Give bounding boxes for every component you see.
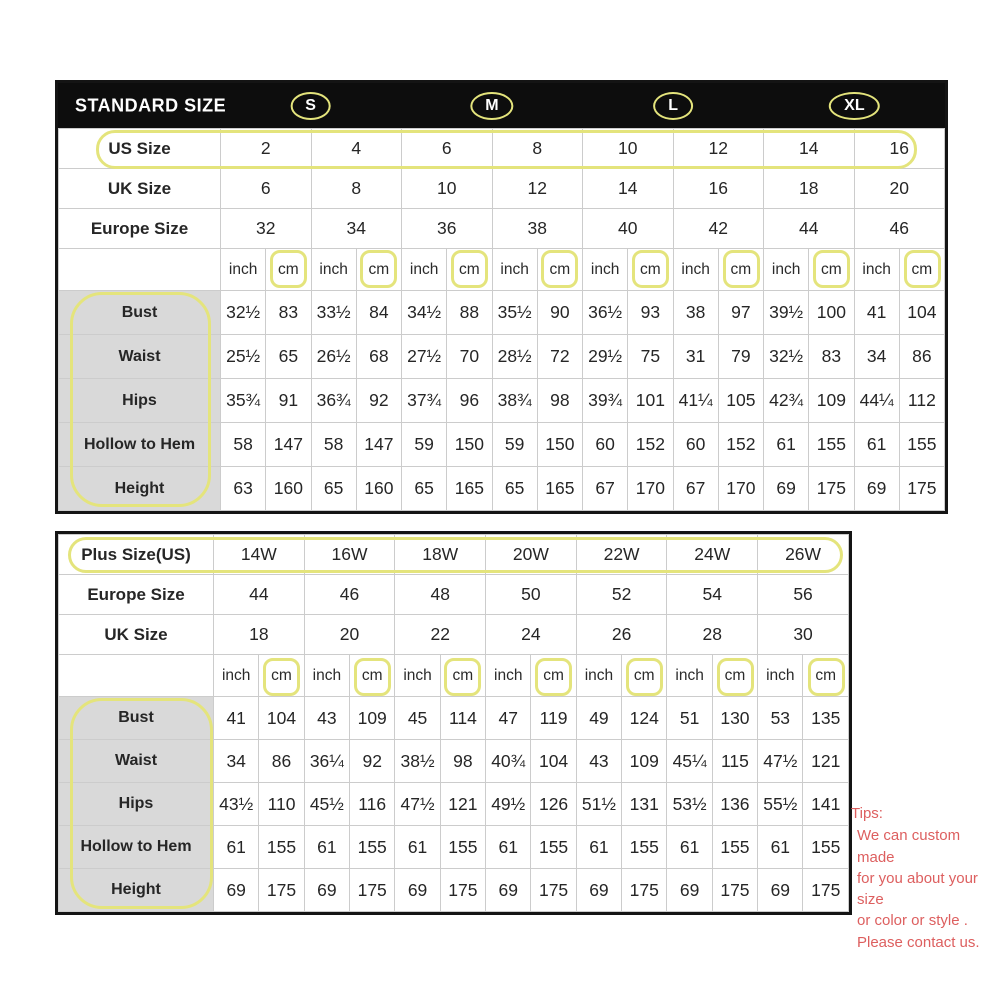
measurement-label: Height bbox=[59, 467, 221, 511]
size-value: 34 bbox=[311, 209, 402, 249]
size-value: 6 bbox=[221, 169, 312, 209]
measurement-value-cm: 116 bbox=[350, 783, 395, 826]
measurement-value-cm: 90 bbox=[537, 291, 582, 335]
size-value: 36 bbox=[402, 209, 493, 249]
measurement-value-cm: 112 bbox=[899, 379, 944, 423]
measurement-label: Hollow to Hem bbox=[59, 826, 214, 869]
unit-label: inch bbox=[576, 655, 621, 697]
unit-label: cm bbox=[537, 249, 582, 291]
size-value: 22W bbox=[576, 535, 667, 575]
measurement-value-cm: 175 bbox=[350, 869, 395, 912]
measurement-value-inch: 39¾ bbox=[583, 379, 628, 423]
measurement-row bbox=[59, 869, 849, 912]
measurement-row bbox=[59, 467, 945, 511]
measurement-value-cm: 152 bbox=[718, 423, 763, 467]
standard-size-table bbox=[55, 80, 948, 514]
measurement-value-cm: 104 bbox=[259, 697, 304, 740]
measurement-value-inch: 69 bbox=[576, 869, 621, 912]
size-value: 40 bbox=[583, 209, 674, 249]
size-value: 12 bbox=[492, 169, 583, 209]
measurement-value-cm: 91 bbox=[266, 379, 311, 423]
measurement-value-cm: 150 bbox=[537, 423, 582, 467]
unit-label: inch bbox=[854, 249, 899, 291]
measurement-value-cm: 165 bbox=[447, 467, 492, 511]
measurement-value-inch: 32½ bbox=[221, 291, 266, 335]
unit-label: cm bbox=[259, 655, 304, 697]
size-value: 18W bbox=[395, 535, 486, 575]
size-value: 46 bbox=[854, 209, 945, 249]
unit-label: inch bbox=[486, 655, 531, 697]
measurement-value-inch: 51½ bbox=[576, 783, 621, 826]
measurement-value-cm: 155 bbox=[440, 826, 485, 869]
size-value: 42 bbox=[673, 209, 764, 249]
size-value: 48 bbox=[395, 575, 486, 615]
measurement-row bbox=[59, 291, 945, 335]
unit-label: inch bbox=[402, 249, 447, 291]
tips-note bbox=[851, 803, 999, 953]
measurement-value-inch: 69 bbox=[214, 869, 259, 912]
size-row-label: UK Size bbox=[59, 615, 214, 655]
measurement-value-cm: 98 bbox=[537, 379, 582, 423]
size-value: 26 bbox=[576, 615, 667, 655]
size-row bbox=[59, 129, 945, 169]
size-row bbox=[59, 575, 849, 615]
size-value: 8 bbox=[492, 129, 583, 169]
measurement-value-cm: 131 bbox=[622, 783, 667, 826]
measurement-value-cm: 165 bbox=[537, 467, 582, 511]
measurement-value-inch: 35½ bbox=[492, 291, 537, 335]
measurement-value-inch: 53½ bbox=[667, 783, 712, 826]
measurement-value-cm: 83 bbox=[809, 335, 854, 379]
measurement-value-inch: 43 bbox=[576, 740, 621, 783]
measurement-value-inch: 61 bbox=[214, 826, 259, 869]
tips-line: for you about your size bbox=[857, 869, 978, 909]
size-value: 14W bbox=[214, 535, 305, 575]
measurement-label: Height bbox=[59, 869, 214, 912]
unit-label: cm bbox=[628, 249, 673, 291]
measurement-value-inch: 61 bbox=[758, 826, 803, 869]
measurement-value-inch: 59 bbox=[402, 423, 447, 467]
standard-size-grid bbox=[58, 128, 945, 511]
measurement-value-inch: 67 bbox=[673, 467, 718, 511]
measurement-value-cm: 126 bbox=[531, 783, 576, 826]
unit-row bbox=[59, 655, 849, 697]
unit-label: inch bbox=[311, 249, 356, 291]
measurement-value-inch: 41 bbox=[854, 291, 899, 335]
unit-label: cm bbox=[356, 249, 401, 291]
measurement-value-cm: 88 bbox=[447, 291, 492, 335]
size-value: 12 bbox=[673, 129, 764, 169]
measurement-value-inch: 33½ bbox=[311, 291, 356, 335]
size-value: 14 bbox=[764, 129, 855, 169]
tips-line: We can custom made bbox=[857, 827, 961, 866]
measurement-value-cm: 104 bbox=[531, 740, 576, 783]
size-row-label: UK Size bbox=[59, 169, 221, 209]
unit-label: cm bbox=[622, 655, 667, 697]
measurement-value-inch: 34½ bbox=[402, 291, 447, 335]
measurement-value-cm: 96 bbox=[447, 379, 492, 423]
unit-label: cm bbox=[447, 249, 492, 291]
measurement-value-cm: 170 bbox=[718, 467, 763, 511]
measurement-value-inch: 29½ bbox=[583, 335, 628, 379]
size-value: 24W bbox=[667, 535, 758, 575]
measurement-value-cm: 155 bbox=[350, 826, 395, 869]
size-value: 20 bbox=[854, 169, 945, 209]
measurement-row bbox=[59, 423, 945, 467]
size-value: 6 bbox=[402, 129, 493, 169]
unit-label: inch bbox=[492, 249, 537, 291]
unit-label: inch bbox=[214, 655, 259, 697]
measurement-value-cm: 147 bbox=[356, 423, 401, 467]
measurement-value-cm: 70 bbox=[447, 335, 492, 379]
measurement-value-inch: 45¼ bbox=[667, 740, 712, 783]
measurement-value-inch: 47 bbox=[486, 697, 531, 740]
measurement-value-cm: 155 bbox=[809, 423, 854, 467]
size-value: 10 bbox=[583, 129, 674, 169]
measurement-value-inch: 65 bbox=[492, 467, 537, 511]
size-group-s: S bbox=[290, 92, 331, 120]
measurement-value-cm: 175 bbox=[440, 869, 485, 912]
measurement-value-inch: 53 bbox=[758, 697, 803, 740]
measurement-value-cm: 160 bbox=[266, 467, 311, 511]
measurement-value-cm: 155 bbox=[259, 826, 304, 869]
measurement-value-inch: 61 bbox=[764, 423, 809, 467]
unit-label: cm bbox=[718, 249, 763, 291]
measurement-value-cm: 155 bbox=[531, 826, 576, 869]
measurement-value-cm: 155 bbox=[803, 826, 849, 869]
measurement-value-inch: 58 bbox=[221, 423, 266, 467]
unit-label: cm bbox=[809, 249, 854, 291]
measurement-value-inch: 69 bbox=[486, 869, 531, 912]
measurement-value-inch: 61 bbox=[395, 826, 440, 869]
size-value: 52 bbox=[576, 575, 667, 615]
measurement-value-inch: 47½ bbox=[395, 783, 440, 826]
unit-label: cm bbox=[440, 655, 485, 697]
unit-row-spacer bbox=[59, 655, 214, 697]
measurement-value-inch: 39½ bbox=[764, 291, 809, 335]
measurement-value-cm: 109 bbox=[622, 740, 667, 783]
measurement-value-cm: 175 bbox=[899, 467, 944, 511]
measurement-value-cm: 175 bbox=[531, 869, 576, 912]
measurement-value-cm: 175 bbox=[622, 869, 667, 912]
unit-label: cm bbox=[899, 249, 944, 291]
size-value: 20W bbox=[486, 535, 577, 575]
measurement-value-inch: 69 bbox=[758, 869, 803, 912]
size-group-xl: XL bbox=[829, 92, 879, 120]
measurement-value-inch: 61 bbox=[854, 423, 899, 467]
measurement-value-inch: 40¾ bbox=[486, 740, 531, 783]
measurement-value-cm: 135 bbox=[803, 697, 849, 740]
measurement-value-cm: 150 bbox=[447, 423, 492, 467]
size-value: 54 bbox=[667, 575, 758, 615]
size-value: 32 bbox=[221, 209, 312, 249]
measurement-value-inch: 37¾ bbox=[402, 379, 447, 423]
measurement-value-inch: 61 bbox=[304, 826, 349, 869]
size-value: 10 bbox=[402, 169, 493, 209]
measurement-value-cm: 155 bbox=[899, 423, 944, 467]
size-row bbox=[59, 169, 945, 209]
size-value: 4 bbox=[311, 129, 402, 169]
measurement-value-cm: 175 bbox=[712, 869, 757, 912]
unit-label: inch bbox=[221, 249, 266, 291]
measurement-label: Hips bbox=[59, 783, 214, 826]
size-value: 2 bbox=[221, 129, 312, 169]
measurement-value-inch: 60 bbox=[673, 423, 718, 467]
size-row-label: Plus Size(US) bbox=[59, 535, 214, 575]
measurement-value-cm: 105 bbox=[718, 379, 763, 423]
unit-label: cm bbox=[350, 655, 395, 697]
size-value: 16W bbox=[304, 535, 395, 575]
tips-line: or color or style . bbox=[857, 912, 968, 930]
measurement-value-inch: 32½ bbox=[764, 335, 809, 379]
size-row-label: US Size bbox=[59, 129, 221, 169]
measurement-value-inch: 59 bbox=[492, 423, 537, 467]
measurement-value-cm: 84 bbox=[356, 291, 401, 335]
measurement-value-cm: 65 bbox=[266, 335, 311, 379]
measurement-label: Hips bbox=[59, 379, 221, 423]
measurement-value-cm: 115 bbox=[712, 740, 757, 783]
unit-label: inch bbox=[673, 249, 718, 291]
measurement-value-cm: 93 bbox=[628, 291, 673, 335]
measurement-value-inch: 69 bbox=[764, 467, 809, 511]
measurement-value-inch: 61 bbox=[486, 826, 531, 869]
measurement-value-cm: 86 bbox=[899, 335, 944, 379]
size-row-label: Europe Size bbox=[59, 575, 214, 615]
unit-label: inch bbox=[395, 655, 440, 697]
unit-label: inch bbox=[758, 655, 803, 697]
measurement-label: Waist bbox=[59, 740, 214, 783]
measurement-value-inch: 69 bbox=[395, 869, 440, 912]
size-row-label: Europe Size bbox=[59, 209, 221, 249]
measurement-value-inch: 49 bbox=[576, 697, 621, 740]
size-value: 8 bbox=[311, 169, 402, 209]
measurement-value-inch: 38½ bbox=[395, 740, 440, 783]
size-value: 30 bbox=[758, 615, 849, 655]
size-value: 14 bbox=[583, 169, 674, 209]
size-value: 20 bbox=[304, 615, 395, 655]
plus-size-grid bbox=[58, 534, 849, 912]
measurement-label: Bust bbox=[59, 291, 221, 335]
measurement-value-inch: 36½ bbox=[583, 291, 628, 335]
measurement-value-inch: 26½ bbox=[311, 335, 356, 379]
measurement-value-inch: 34 bbox=[214, 740, 259, 783]
measurement-value-cm: 109 bbox=[350, 697, 395, 740]
measurement-value-cm: 175 bbox=[809, 467, 854, 511]
plus-size-table bbox=[55, 531, 852, 915]
measurement-value-inch: 49½ bbox=[486, 783, 531, 826]
measurement-value-cm: 97 bbox=[718, 291, 763, 335]
measurement-value-cm: 92 bbox=[350, 740, 395, 783]
unit-row bbox=[59, 249, 945, 291]
size-value: 50 bbox=[486, 575, 577, 615]
standard-size-header-bar bbox=[58, 83, 945, 128]
measurement-value-inch: 36¾ bbox=[311, 379, 356, 423]
measurement-value-inch: 42¾ bbox=[764, 379, 809, 423]
measurement-value-inch: 41 bbox=[214, 697, 259, 740]
size-value: 26W bbox=[758, 535, 849, 575]
measurement-value-cm: 72 bbox=[537, 335, 582, 379]
measurement-value-cm: 110 bbox=[259, 783, 304, 826]
size-group-m: M bbox=[470, 92, 513, 120]
size-value: 16 bbox=[673, 169, 764, 209]
size-value: 28 bbox=[667, 615, 758, 655]
measurement-value-inch: 25½ bbox=[221, 335, 266, 379]
size-value: 22 bbox=[395, 615, 486, 655]
measurement-value-cm: 75 bbox=[628, 335, 673, 379]
measurement-value-cm: 86 bbox=[259, 740, 304, 783]
measurement-value-inch: 28½ bbox=[492, 335, 537, 379]
measurement-value-inch: 36¼ bbox=[304, 740, 349, 783]
size-value: 18 bbox=[764, 169, 855, 209]
measurement-value-cm: 124 bbox=[622, 697, 667, 740]
measurement-value-inch: 41¼ bbox=[673, 379, 718, 423]
unit-label: cm bbox=[266, 249, 311, 291]
measurement-value-cm: 175 bbox=[803, 869, 849, 912]
measurement-value-cm: 175 bbox=[259, 869, 304, 912]
size-row bbox=[59, 615, 849, 655]
measurement-value-inch: 38¾ bbox=[492, 379, 537, 423]
unit-row-spacer bbox=[59, 249, 221, 291]
measurement-value-cm: 98 bbox=[440, 740, 485, 783]
unit-label: cm bbox=[712, 655, 757, 697]
measurement-value-inch: 45 bbox=[395, 697, 440, 740]
size-value: 16 bbox=[854, 129, 945, 169]
unit-label: cm bbox=[531, 655, 576, 697]
size-value: 46 bbox=[304, 575, 395, 615]
unit-label: inch bbox=[583, 249, 628, 291]
measurement-label: Hollow to Hem bbox=[59, 423, 221, 467]
measurement-value-inch: 43½ bbox=[214, 783, 259, 826]
measurement-value-inch: 69 bbox=[854, 467, 899, 511]
tips-line: Please contact us. bbox=[857, 933, 980, 951]
measurement-value-inch: 67 bbox=[583, 467, 628, 511]
size-row bbox=[59, 209, 945, 249]
measurement-row bbox=[59, 335, 945, 379]
size-value: 18 bbox=[214, 615, 305, 655]
measurement-value-inch: 27½ bbox=[402, 335, 447, 379]
measurement-value-cm: 104 bbox=[899, 291, 944, 335]
measurement-value-cm: 170 bbox=[628, 467, 673, 511]
measurement-value-cm: 119 bbox=[531, 697, 576, 740]
measurement-value-cm: 121 bbox=[803, 740, 849, 783]
size-value: 24 bbox=[486, 615, 577, 655]
measurement-value-cm: 155 bbox=[622, 826, 667, 869]
measurement-value-inch: 51 bbox=[667, 697, 712, 740]
unit-label: inch bbox=[764, 249, 809, 291]
measurement-value-inch: 38 bbox=[673, 291, 718, 335]
measurement-value-inch: 69 bbox=[304, 869, 349, 912]
measurement-row bbox=[59, 783, 849, 826]
measurement-value-inch: 65 bbox=[311, 467, 356, 511]
measurement-value-cm: 109 bbox=[809, 379, 854, 423]
measurement-label: Waist bbox=[59, 335, 221, 379]
measurement-value-cm: 68 bbox=[356, 335, 401, 379]
measurement-row bbox=[59, 379, 945, 423]
unit-label: inch bbox=[667, 655, 712, 697]
measurement-value-inch: 45½ bbox=[304, 783, 349, 826]
measurement-label: Bust bbox=[59, 697, 214, 740]
measurement-row bbox=[59, 826, 849, 869]
size-value: 44 bbox=[764, 209, 855, 249]
measurement-value-cm: 136 bbox=[712, 783, 757, 826]
measurement-value-cm: 160 bbox=[356, 467, 401, 511]
measurement-value-inch: 63 bbox=[221, 467, 266, 511]
measurement-value-cm: 114 bbox=[440, 697, 485, 740]
measurement-value-cm: 100 bbox=[809, 291, 854, 335]
measurement-value-cm: 83 bbox=[266, 291, 311, 335]
measurement-value-cm: 92 bbox=[356, 379, 401, 423]
measurement-value-cm: 141 bbox=[803, 783, 849, 826]
measurement-value-inch: 35¾ bbox=[221, 379, 266, 423]
measurement-value-inch: 61 bbox=[576, 826, 621, 869]
measurement-value-inch: 61 bbox=[667, 826, 712, 869]
unit-label: cm bbox=[803, 655, 849, 697]
measurement-value-inch: 60 bbox=[583, 423, 628, 467]
measurement-value-inch: 31 bbox=[673, 335, 718, 379]
measurement-value-cm: 121 bbox=[440, 783, 485, 826]
measurement-value-inch: 44¼ bbox=[854, 379, 899, 423]
measurement-value-inch: 69 bbox=[667, 869, 712, 912]
measurement-value-cm: 152 bbox=[628, 423, 673, 467]
measurement-value-cm: 101 bbox=[628, 379, 673, 423]
measurement-row bbox=[59, 697, 849, 740]
measurement-value-inch: 55½ bbox=[758, 783, 803, 826]
size-row bbox=[59, 535, 849, 575]
measurement-value-cm: 130 bbox=[712, 697, 757, 740]
size-value: 56 bbox=[758, 575, 849, 615]
measurement-value-cm: 155 bbox=[712, 826, 757, 869]
unit-label: inch bbox=[304, 655, 349, 697]
measurement-value-inch: 58 bbox=[311, 423, 356, 467]
size-value: 38 bbox=[492, 209, 583, 249]
measurement-row bbox=[59, 740, 849, 783]
tips-title: Tips: bbox=[851, 805, 883, 822]
measurement-value-inch: 34 bbox=[854, 335, 899, 379]
size-group-l: L bbox=[653, 92, 693, 120]
measurement-value-cm: 79 bbox=[718, 335, 763, 379]
standard-size-title: STANDARD SIZE bbox=[75, 95, 227, 115]
measurement-value-cm: 147 bbox=[266, 423, 311, 467]
measurement-value-inch: 43 bbox=[304, 697, 349, 740]
size-value: 44 bbox=[214, 575, 305, 615]
measurement-value-inch: 47½ bbox=[758, 740, 803, 783]
measurement-value-inch: 65 bbox=[402, 467, 447, 511]
